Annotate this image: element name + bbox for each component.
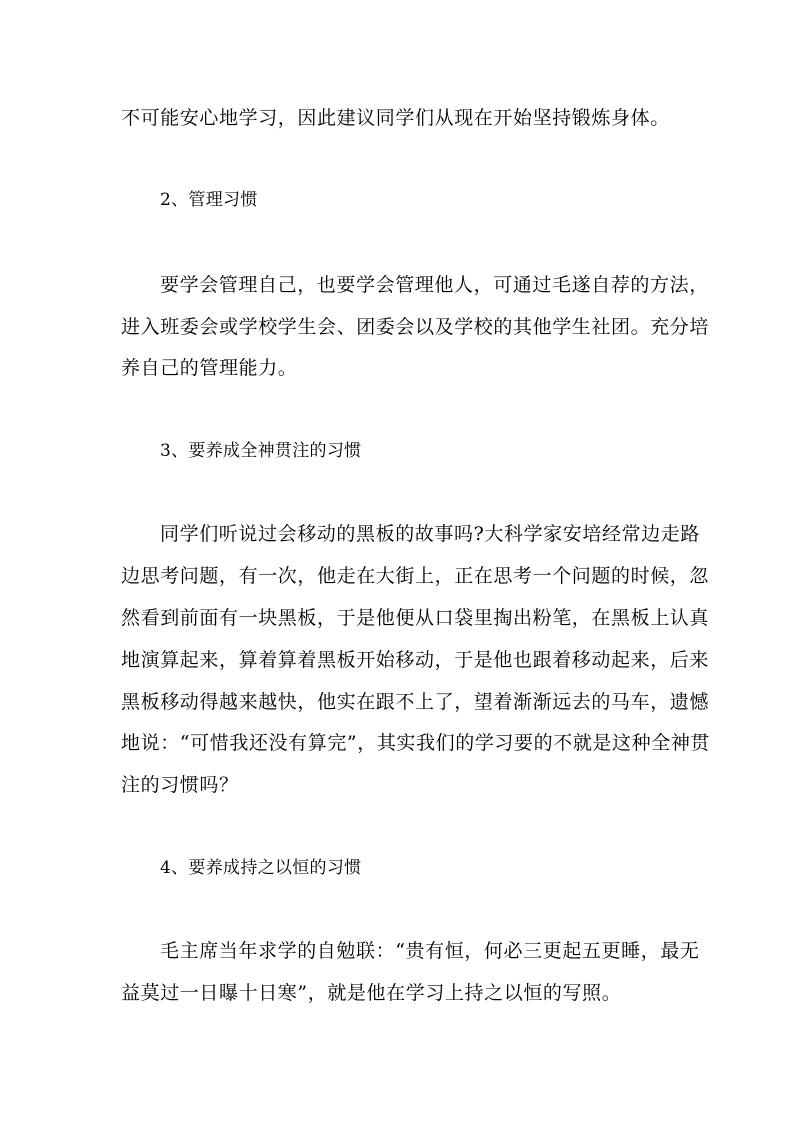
section-4-line-1: 毛主席当年求学的自勉联：“贵有恒，何必三更起五更睡，最无 [160, 940, 700, 962]
section-2-line-3: 养自己的管理能力。 [121, 357, 298, 379]
section-3-heading: 3、要养成全神贯注的习惯 [160, 441, 362, 461]
section-3-line-7: 注的习惯吗？ [121, 774, 239, 796]
section-4-line-2: 益莫过一日曝十日寒”，就是他在学习上持之以恒的写照。 [121, 982, 622, 1004]
section-3-line-4: 地演算起来，算着算着黑板开始移动，于是他也跟着移动起来，后来 [121, 649, 710, 671]
section-3-line-6: 地说：“可惜我还没有算完”，其实我们的学习要的不就是这种全神贯 [121, 732, 711, 754]
section-3-line-3: 然看到前面有一块黑板，于是他便从口袋里掏出粉笔，在黑板上认真 [121, 607, 710, 629]
section-3-line-5: 黑板移动得越来越快，他实在跟不上了，望着渐渐远去的马车，遗憾 [121, 691, 710, 713]
section-2-line-2: 进入班委会或学校学生会、团委会以及学校的其他学生社团。充分培 [121, 316, 710, 338]
section-3-line-1: 同学们听说过会移动的黑板的故事吗?大科学家安培经常边走路 [160, 523, 700, 545]
section-2-heading: 2、管理习惯 [160, 190, 258, 210]
paragraph-intro-tail: 不可能安心地学习，因此建议同学们从现在开始坚持锻炼身体。 [121, 107, 670, 129]
section-2-line-1: 要学会管理自己，也要学会管理他人，可通过毛遂自荐的方法， [160, 274, 709, 296]
section-4-heading: 4、要养成持之以恒的习惯 [160, 858, 362, 878]
section-3-line-2: 边思考问题，有一次，他走在大街上，正在思考一个问题的时候，忽 [121, 565, 710, 587]
